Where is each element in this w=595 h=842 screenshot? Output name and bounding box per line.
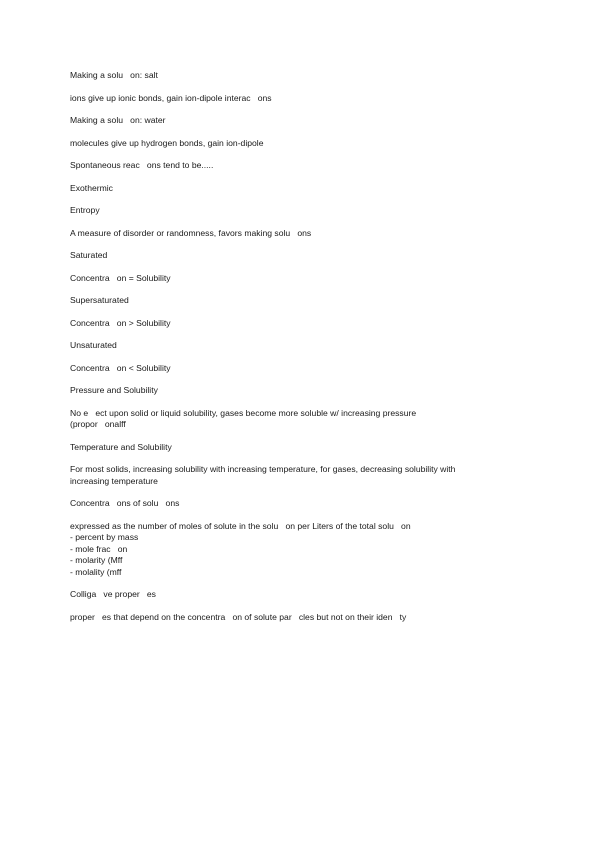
list-item: - mole frac on [70,543,128,554]
heading-concentrations: Concentra ons of solu ons [70,498,180,508]
text-exothermic: Exothermic [70,182,113,193]
text-entropy: A measure of disorder or randomness, favors making solu ons [70,227,312,238]
text-temperature-line-1: For most solids, increasing solubility with increasing temperature, for gases, decreasing solubility with [70,464,456,474]
text-temperature-line-2: increasing temperature [70,475,158,486]
text-salt-solution: ions give up ionic bonds, gain ion-dipole interac ons [70,92,272,103]
document-content [70,70,530,634]
text-pressure-line-1: No e ect upon solid or liquid solubility, gases become more soluble w/ increasing pressure [70,407,417,418]
heading-pressure-solubility: Pressure and Solubility [70,385,158,395]
concentration-list [70,532,530,578]
text-saturated: Concentra on = Solubility [70,272,171,283]
text-temperature-solubility [70,464,530,487]
text-supersaturated: Concentra on > Solubility [70,317,171,328]
heading-water-solution: Making a solu on: water [70,115,166,125]
list-item: - molality (mff [70,566,122,577]
heading-colligative: Colliga ve proper es [70,589,156,599]
text-concentrations [70,521,530,579]
list-item: - percent by mass [70,532,139,542]
heading-saturated: Saturated [70,250,108,260]
text-concentrations-definition: expressed as the number of moles of solute in the solu on per Liters of the total solu on [70,520,411,531]
heading-salt-solution: Making a solu on: salt [70,70,158,80]
list-item: - molarity (Mff [70,555,123,565]
heading-spontaneous: Spontaneous reac ons tend to be..... [70,160,214,170]
text-water-solution: molecules give up hydrogen bonds, gain ion-dipole [70,137,264,148]
text-colligative: proper es that depend on the concentra on of solute par cles but not on their iden ty [70,611,407,622]
heading-unsaturated: Unsaturated [70,340,117,350]
text-pressure-line-2: (propor onalff [70,419,126,429]
text-pressure-solubility [70,408,530,431]
heading-temperature-solubility: Temperature and Solubility [70,441,172,452]
heading-supersaturated: Supersaturated [70,295,129,305]
heading-entropy: Entropy [70,205,100,215]
text-unsaturated: Concentra on < Solubility [70,362,171,373]
